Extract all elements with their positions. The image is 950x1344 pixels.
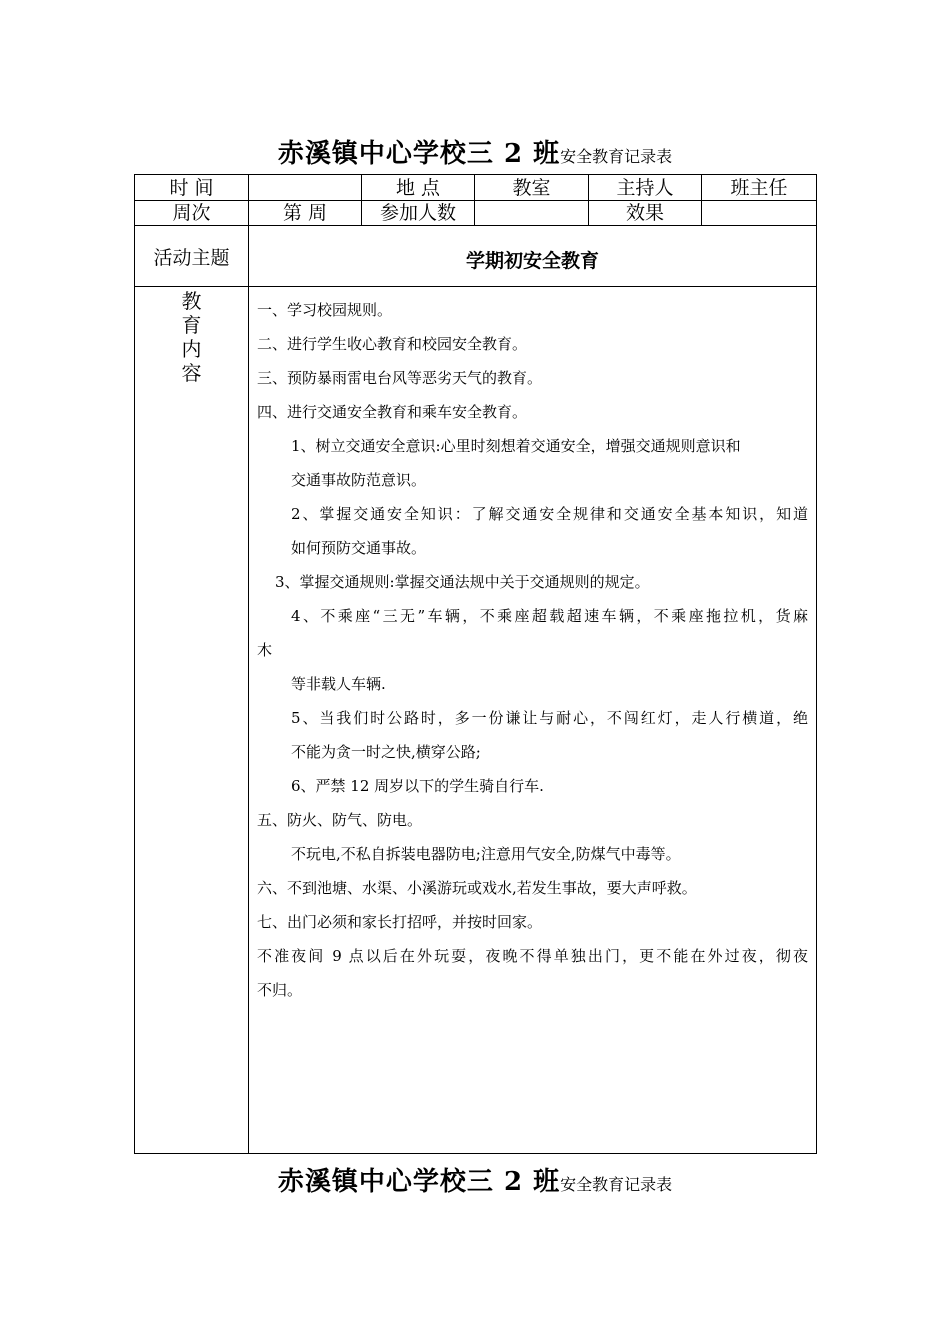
theme-value: 学期初安全教育	[249, 226, 817, 287]
document-title	[0, 133, 950, 170]
record-table	[134, 174, 817, 1154]
content-line: 1、树立交通安全意识:心里时刻想着交通安全，增强交通规则意识和	[291, 437, 741, 455]
content-line: 不玩电,不私自拆装电器防电;注意用气安全,防煤气中毒等。	[291, 845, 681, 863]
document-title-repeat	[0, 1161, 950, 1198]
week-value: 第 周	[249, 201, 362, 226]
content-line: 如何预防交通事故。	[291, 539, 427, 557]
education-label-char: 容	[181, 361, 202, 385]
content-line: 一、学习校园规则。	[257, 301, 393, 319]
content-line: 2、掌握交通安全知识：了解交通安全规律和交通安全基本知识，知道	[291, 505, 808, 523]
effect-label: 效果	[589, 201, 702, 226]
content-line: 五、防火、防气、防电。	[257, 811, 423, 829]
content-line: 四、进行交通安全教育和乘车安全教育。	[257, 403, 528, 421]
title-suffix: 安全教育记录表	[560, 147, 673, 166]
content-line: 二、进行学生收心教育和校园安全教育。	[257, 335, 528, 353]
content-line: 交通事故防范意识。	[291, 471, 427, 489]
content-line: 5、当我们时公路时，多一份谦让与耐心，不闯红灯，走人行横道，绝	[291, 709, 808, 727]
theme-row	[135, 226, 817, 287]
title-main: 赤溪镇中心学校三 2 班	[277, 139, 561, 169]
education-label-char: 内	[181, 337, 202, 361]
place-value: 教室	[475, 175, 589, 201]
content-line: 3、掌握交通规则:掌握交通法规中关于交通规则的规定。	[275, 573, 650, 591]
time-label: 时 间	[135, 175, 249, 201]
header-row-1	[135, 175, 817, 201]
header-row-2	[135, 201, 817, 226]
content-line: 不归。	[257, 981, 303, 999]
content-line: 不准夜间 9 点以后在外玩耍，夜晚不得单独出门，更不能在外过夜，彻夜	[257, 947, 808, 965]
education-label	[135, 287, 249, 1154]
participants-value	[475, 201, 589, 226]
content-line: 六、不到池塘、水渠、小溪游玩或戏水,若发生事故，要大声呼救。	[257, 879, 697, 897]
content-line: 6、严禁 12 周岁以下的学生骑自行车.	[291, 777, 544, 795]
week-label: 周次	[135, 201, 249, 226]
title-main: 赤溪镇中心学校三 2 班	[277, 1167, 561, 1197]
education-label-char: 育	[181, 313, 202, 337]
content-line: 木	[257, 641, 273, 659]
effect-value	[702, 201, 817, 226]
content-line: 不能为贪一时之快,横穿公路;	[291, 743, 481, 761]
content-line: 等非载人车辆.	[291, 675, 386, 693]
content-line: 七、出门必须和家长打招呼，并按时回家。	[257, 913, 543, 931]
education-content	[249, 287, 817, 1154]
content-line: 4、不乘座“三无”车辆，不乘座超载超速车辆，不乘座拖拉机，货麻	[291, 607, 808, 625]
title-suffix: 安全教育记录表	[560, 1175, 673, 1194]
content-line: 三、预防暴雨雷电台风等恶劣天气的教育。	[257, 369, 543, 387]
place-label: 地 点	[362, 175, 475, 201]
host-label: 主持人	[589, 175, 702, 201]
education-row	[135, 287, 817, 1154]
time-value	[249, 175, 362, 201]
education-label-char: 教	[181, 289, 202, 313]
host-value: 班主任	[702, 175, 817, 201]
participants-label: 参加人数	[362, 201, 475, 226]
theme-label: 活动主题	[135, 226, 249, 287]
